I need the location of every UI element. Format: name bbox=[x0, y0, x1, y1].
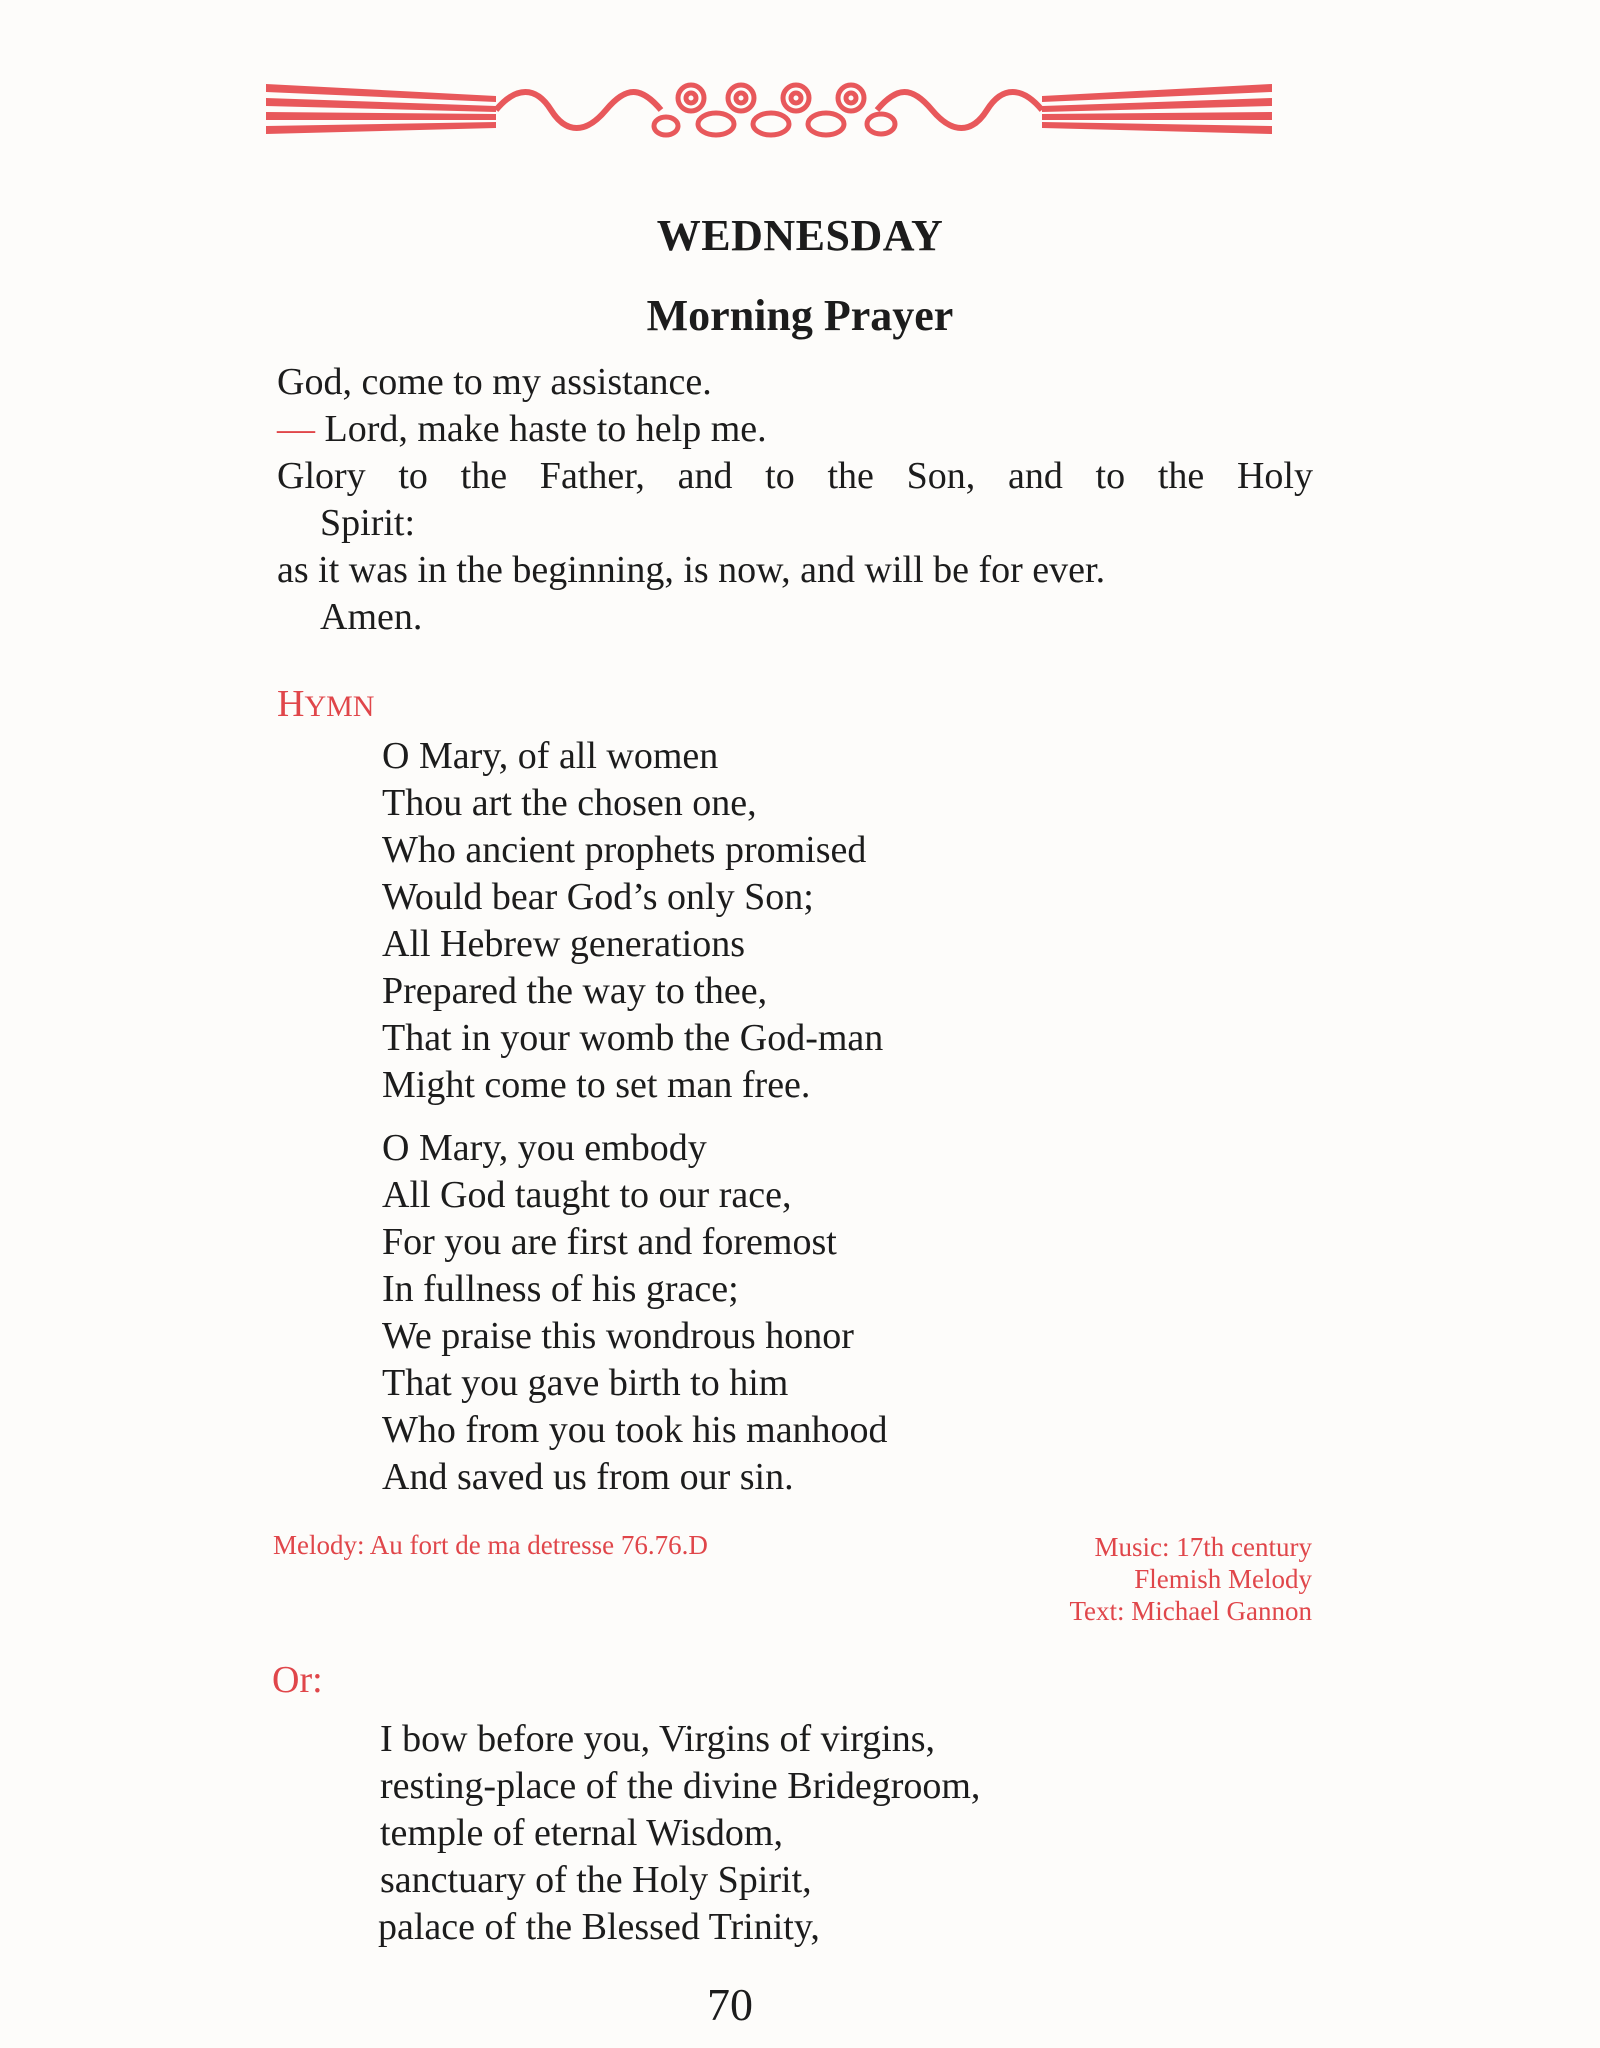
stanza-2-line: Who from you took his manhood bbox=[382, 1409, 888, 1451]
stanza-2-line: That you gave birth to him bbox=[382, 1362, 789, 1404]
stanza-2-line: All God taught to our race, bbox=[382, 1174, 792, 1216]
stanza-2-line: O Mary, you embody bbox=[382, 1127, 707, 1169]
melody-credit: Melody: Au fort de ma detresse 76.76.D bbox=[273, 1530, 708, 1560]
invitatory-line-3: Glory to the Father, and to the Son, and to the Holy bbox=[277, 455, 1313, 497]
stanza-1-line: That in your womb the God-man bbox=[382, 1017, 884, 1059]
response-dash: — bbox=[277, 408, 315, 450]
stanza-1-line: Who ancient prophets promised bbox=[382, 829, 867, 871]
alternate-prayer-line: sanctuary of the Holy Spirit, bbox=[380, 1859, 812, 1901]
stanza-2-line: We praise this wondrous honor bbox=[382, 1315, 854, 1357]
invitatory-line-4: Spirit: bbox=[320, 502, 416, 544]
text-credit: Text: Michael Gannon bbox=[1069, 1596, 1312, 1626]
hymn-heading-rest: YMN bbox=[304, 690, 375, 723]
hymn-heading bbox=[277, 682, 374, 726]
invitatory-line-2: Lord, make haste to help me. bbox=[324, 408, 767, 450]
invitatory-line-6: Amen. bbox=[320, 596, 423, 638]
or-heading: Or: bbox=[272, 1659, 323, 1701]
day-title: WEDNESDAY bbox=[656, 211, 944, 260]
decorative-ornament-band bbox=[266, 76, 1272, 144]
alternate-prayer-line: resting-place of the divine Bridegroom, bbox=[380, 1765, 981, 1807]
stanza-2-line: In fullness of his grace; bbox=[382, 1268, 739, 1310]
hymn-heading-initial: H bbox=[277, 683, 305, 725]
stanza-1-line: O Mary, of all women bbox=[382, 735, 719, 777]
alternate-prayer-line: temple of eternal Wisdom, bbox=[380, 1812, 783, 1854]
invitatory-line-5: as it was in the beginning, is now, and will be for ever. bbox=[277, 549, 1106, 591]
stanza-1-line: Would bear God’s only Son; bbox=[382, 876, 814, 918]
invitatory-response bbox=[277, 410, 767, 448]
alternate-prayer-line: I bow before you, Virgins of virgins, bbox=[380, 1718, 936, 1760]
alternate-prayer-line: palace of the Blessed Trinity, bbox=[378, 1906, 820, 1948]
music-credit: Music: 17th century bbox=[1094, 1532, 1312, 1562]
page-number: 70 bbox=[707, 1979, 753, 2030]
stanza-1-line: Might come to set man free. bbox=[382, 1064, 811, 1106]
stanza-1-line: Thou art the chosen one, bbox=[382, 782, 757, 824]
stanza-1-line: Prepared the way to thee, bbox=[382, 970, 768, 1012]
invitatory-line-1: God, come to my assistance. bbox=[277, 361, 712, 403]
stanza-2-line: And saved us from our sin. bbox=[382, 1456, 794, 1498]
stanza-1-line: All Hebrew generations bbox=[382, 923, 745, 965]
section-title: Morning Prayer bbox=[646, 291, 954, 340]
stanza-2-line: For you are first and foremost bbox=[382, 1221, 837, 1263]
music-credit-origin: Flemish Melody bbox=[1134, 1564, 1312, 1594]
